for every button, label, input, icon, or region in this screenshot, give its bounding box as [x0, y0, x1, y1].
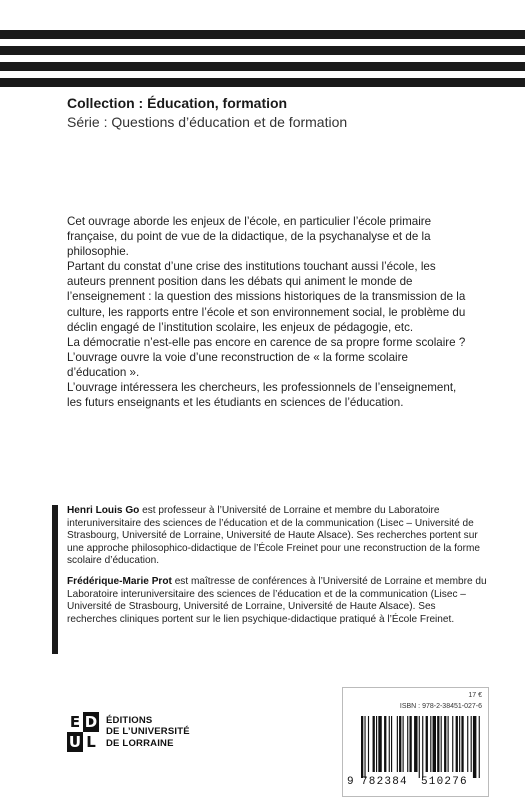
- barcode-bar: [452, 716, 453, 772]
- summary-paragraph: La démocratie n’est-elle pas encore en carence de sa propre forme scolaire ? L’ouvrage ouvre la voie d’une reconstruction de « la forme scolaire d’éducation ».: [67, 335, 466, 379]
- collection-header: [67, 94, 487, 132]
- series-title: Série : Questions d’éducation et de formation: [67, 114, 348, 130]
- author-bios: [67, 505, 487, 634]
- author-bio: [67, 505, 487, 568]
- price-label: 17 €: [468, 692, 482, 699]
- barcode-digit-first: 9: [347, 776, 354, 788]
- stripe: [0, 78, 525, 87]
- publisher-name-line: ÉDITIONS: [106, 714, 153, 726]
- barcode-bar: [414, 716, 417, 772]
- barcode-bar: [444, 716, 446, 772]
- logo-letter: D: [84, 713, 98, 731]
- author-bio: [67, 576, 487, 626]
- barcode-bar: [389, 716, 390, 772]
- barcode-digits-right: 510276: [421, 776, 468, 788]
- barcode-bar: [391, 716, 392, 772]
- decorative-stripes: [0, 30, 525, 94]
- book-summary: [67, 214, 467, 410]
- barcode-bar: [376, 716, 377, 772]
- author-bio-text: est professeur à l’Université de Lorraine et membre du Laboratoire interuniversitaire des sciences de l’éducation et de la communication (Lisec – Université de Strasbourg, Université de Lorraine, Université de Haute Alsace). Ses recherches portent sur une approche philosophico-didactique de l’École Freinet pour une reconstruction de la forme scolaire d’éducation.: [67, 505, 480, 567]
- barcode-bar: [430, 716, 431, 772]
- publisher-name-line: DE LORRAINE: [106, 737, 174, 749]
- logo-letter: E: [69, 713, 81, 731]
- barcode-bar: [399, 716, 401, 772]
- barcode-bar: [384, 716, 386, 772]
- barcode-bar: [471, 716, 472, 772]
- barcode-bar: [422, 716, 423, 778]
- barcode-bar: [368, 716, 369, 772]
- barcode-bar: [364, 716, 365, 778]
- logo-letter: U: [68, 733, 82, 751]
- barcode-digits-left: 782384: [361, 776, 408, 788]
- stripe: [0, 46, 525, 55]
- barcode-bar: [473, 716, 476, 778]
- barcode-bar: [407, 716, 408, 772]
- barcode-bar: [437, 716, 439, 772]
- barcode-bar: [448, 716, 449, 772]
- barcode-digits: [347, 776, 487, 788]
- collection-title: Collection : Éducation, formation: [67, 95, 288, 111]
- barcode-bar: [479, 716, 480, 778]
- stripe: [0, 30, 525, 39]
- barcode-bar: [373, 716, 375, 772]
- barcode-bar: [378, 716, 381, 772]
- barcode-bar: [461, 716, 463, 772]
- author-bio-text: est maîtresse de conférences à l’Université de Lorraine et membre du Laboratoire interuniversitaire des sciences de l’éducation et de la communication (Lisec – Université de Strasbourg, Université de Lorraine, Université de Haute Alsace). Ses recherches cliniques portent sur le lien psychique-didactique pratiqué à l’École Freinet.: [67, 575, 487, 625]
- barcode-bar: [409, 716, 411, 772]
- barcode-bar: [459, 716, 460, 772]
- barcode-bar: [397, 716, 398, 772]
- author-name: Frédérique-Marie Prot: [67, 575, 172, 587]
- publisher-name: [106, 715, 190, 750]
- barcode-box: [342, 687, 489, 797]
- isbn-label: ISBN : 978-2-38451-027-6: [399, 703, 482, 710]
- barcode-bar: [441, 716, 442, 772]
- barcode-graphic: [361, 716, 481, 778]
- publisher-name-line: DE L’UNIVERSITÉ: [106, 726, 190, 738]
- bio-accent-bar: [52, 505, 58, 654]
- stripe: [0, 62, 525, 71]
- barcode-bar: [361, 716, 363, 778]
- summary-paragraph: L’ouvrage intéressera les chercheurs, les professionnels de l’enseignement, les futurs enseignants et les étudiants en sciences de l’éducation.: [67, 381, 457, 410]
- publisher-logo: [67, 712, 190, 752]
- logo-letter: L: [86, 733, 96, 751]
- barcode-bar: [433, 716, 436, 772]
- barcode-bar: [467, 716, 468, 772]
- summary-paragraph: Partant du constat d’une crise des institutions touchant aussi l’école, les auteurs prennent position dans les débats qui animent le monde de l’enseignement : la question des missions historiques de la transmission de la culture, les rapports entre l’école et son environnement social, le problème du déclin engagé de l’institution scolaire, les enjeux de pédagogie, etc.: [67, 260, 466, 334]
- barcode-bar: [456, 716, 458, 772]
- edul-logo-mark: [67, 712, 99, 752]
- barcode-bar: [403, 716, 404, 772]
- barcode-bar: [419, 716, 420, 778]
- author-name: Henri Louis Go: [67, 505, 140, 516]
- barcode-bar: [426, 716, 428, 772]
- summary-paragraph: Cet ouvrage aborde les enjeux de l’école, en particulier l’école primaire française, du point de vue de la didactique, de la psychanalyse et de la philosophie.: [67, 215, 432, 259]
